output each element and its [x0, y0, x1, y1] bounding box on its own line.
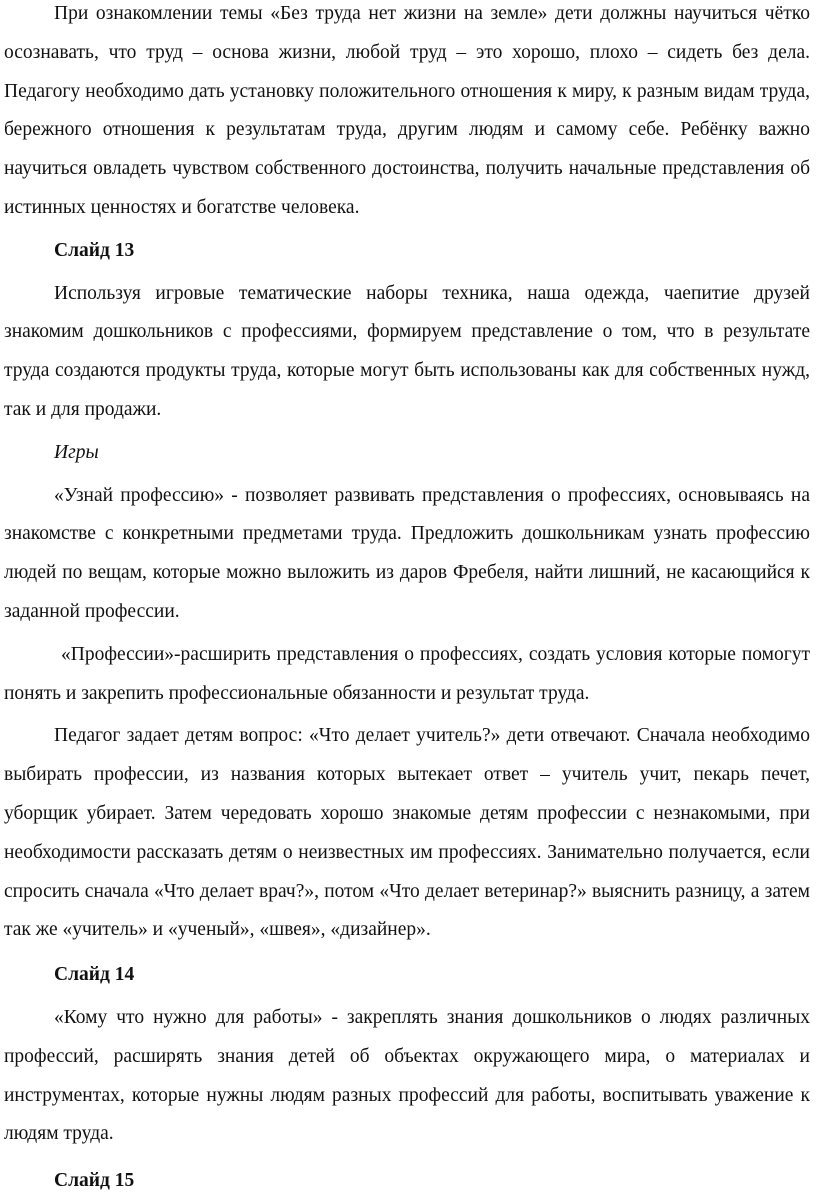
paragraph-slide-13: Используя игровые тематические наборы техника, наша одежда, чаепитие друзей знакомим дошкольников с профессиями, формируем представление о том, что в результате труда создаются продукты труда, которые могут быть использованы как для собственных нужд, так и для продажи. [4, 282, 810, 420]
slide-heading-15: Слайд 15 [54, 1170, 135, 1192]
paragraph-game-guess-profession: «Узнай профессию» - позволяет развивать представления о профессиях, основываясь на знакомстве с конкретными предметами труда. Предложить дошкольникам узнать профессию людей по вещам, которые можно выложить из даров Фребеля, найти лишний, не касающийся к заданной профессии. [4, 484, 810, 622]
paragraph-slide-14: «Кому что нужно для работы» - закреплять знания дошкольников о людях различных профессий, расширять знания детей об объектах окружающего мира, о материалах и инструментах, которые нужны людям разных профессий для работы, воспитывать уважение к людям труда. [4, 1006, 810, 1145]
paragraph-intro: При ознакомлении темы «Без труда нет жизни на земле» дети должны научиться чётко осознавать, что труд – основа жизни, любой труд – это хорошо, плохо – сидеть без дела. Педагогу необходимо дать установку положительного отношения к миру, к разным видам труда, бережного отношения к результатам труда, другим людям и самому себе. Ребёнку важно научиться овладеть чувством собственного достоинства, получить начальные представления об истинных ценностях и богатстве человека. [4, 3, 810, 218]
games-subheading: Игры [54, 441, 99, 463]
paragraph-game-professions: «Профессии»-расширить представления о профессиях, создать условия которые помогут понять и закрепить профессиональные обязанности и результат труда. [4, 643, 810, 704]
slide-heading-14: Слайд 14 [54, 964, 135, 986]
slide-heading-13: Слайд 13 [54, 239, 135, 261]
paragraph-teacher-question: Педагог задает детям вопрос: «Что делает учитель?» дети отвечают. Сначала необходимо выбирать профессии, из названия которых вытекает ответ – учитель учит, пекарь печет, уборщик убирает. Затем чередовать хорошо знакомые детям профессии с незнакомыми, при необходимости рассказать детям о неизвестных им профессиях. Занимательно получается, если спросить сначала «Что делает врач?», потом «Что делает ветеринар?» выяснить разницу, а затем так же «учитель» и «ученый», «швея», «дизайнер». [4, 725, 810, 941]
